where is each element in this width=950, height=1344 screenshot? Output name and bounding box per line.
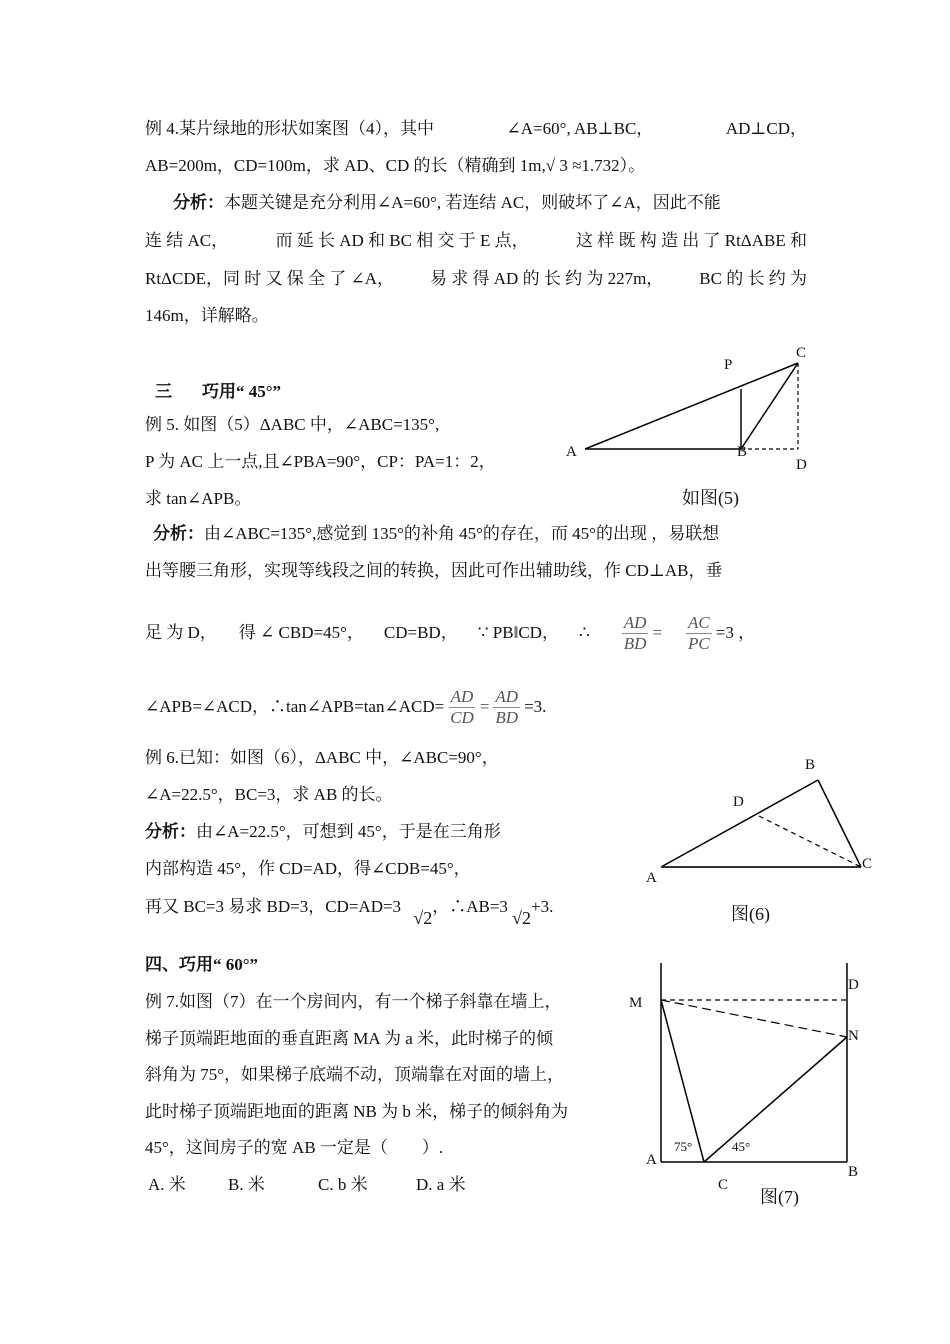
example5-line2: P 为 AC 上一点,且∠PBA=90°，CP：PA=1：2， bbox=[145, 452, 496, 471]
option-a: A. 米 bbox=[148, 1175, 186, 1194]
example4-analysis-line1 bbox=[173, 192, 721, 214]
example5-line1: 例 5. 如图（5）ΔABC 中，∠ABC=135°, bbox=[145, 415, 440, 434]
figure-5-caption: 如图(5) bbox=[682, 488, 739, 508]
section3-number: 三 bbox=[155, 382, 172, 401]
figure-6 bbox=[630, 750, 890, 880]
fig7-label-b: B bbox=[848, 1164, 859, 1180]
text: 这 样 既 构 造 出 了 RtΔABE 和 bbox=[576, 231, 807, 250]
fig6-label-c: C bbox=[862, 856, 873, 872]
example6-analysis-line3 bbox=[145, 895, 554, 928]
example5-line3: 求 tan∠APB。 bbox=[145, 489, 252, 508]
text: =3 ， bbox=[715, 623, 756, 642]
example5-analysis-line2: 出等腰三角形，实现等线段之间的转换，因此可作出辅助线，作 CD⊥AB，垂 bbox=[145, 561, 723, 580]
text: 再又 BC=3 易求 BD=3，CD=AD=3 bbox=[145, 897, 402, 916]
text: ∠APB=∠ACD，∴tan∠APB=tan∠ACD= bbox=[145, 697, 445, 716]
fig7-label-n: N bbox=[848, 1028, 859, 1044]
text: 易 求 得 AD 的 长 约 为 227m， bbox=[430, 269, 664, 288]
fraction-ad-bd: $\frac{AD}{BD}$ bbox=[623, 612, 647, 653]
text: ∵ PB‖CD， bbox=[477, 623, 559, 642]
example6-analysis-line1 bbox=[145, 821, 501, 843]
figure-6-caption: 图(6) bbox=[731, 904, 770, 924]
text: 例 4.某片绿地的形状如案图（4），其中 bbox=[145, 119, 434, 138]
text: ∴ bbox=[578, 623, 590, 642]
sqrt-2: √2 bbox=[413, 908, 433, 928]
fig5-label-b: B bbox=[737, 444, 748, 460]
example7-line4: 此时梯子顶端距地面的距离 NB 为 b 米，梯子的倾斜角为 bbox=[145, 1102, 569, 1121]
example4-line1 bbox=[145, 118, 807, 140]
fig6-label-a: A bbox=[646, 870, 657, 886]
text: RtΔCDE，同 时 又 保 全 了 ∠A， bbox=[145, 269, 395, 288]
text: CD=BD， bbox=[383, 623, 458, 642]
example6-line1: 例 6.已知：如图（6），ΔABC 中，∠ABC=90°， bbox=[145, 748, 499, 767]
example7-options bbox=[148, 1174, 466, 1196]
fig6-label-b: B bbox=[805, 757, 816, 773]
fig7-angle-45: 45° bbox=[732, 1139, 751, 1154]
text: ，∴AB=3 bbox=[432, 897, 508, 916]
analysis-label: 分析： bbox=[173, 193, 224, 212]
fraction-ad-cd: $\frac{AD}{CD}$ bbox=[450, 686, 474, 727]
text: 本题关键是充分利用∠A=60°, 若连结 AC，则破坏了∠A，因此不能 bbox=[224, 193, 721, 212]
fig6-label-d: D bbox=[733, 794, 744, 810]
fig7-label-d: D bbox=[848, 977, 859, 993]
text: 而 延 长 AD 和 BC 相 交 于 E 点， bbox=[275, 231, 529, 250]
text: AD⊥CD， bbox=[725, 119, 807, 138]
example6-analysis-line2: 内部构造 45°，作 CD=AD，得∠CDB=45°， bbox=[145, 859, 471, 878]
example7-line5: 45°，这间房子的宽 AB 一定是（ ）. bbox=[145, 1138, 444, 1157]
example6-line2: ∠A=22.5°，BC=3，求 AB 的长。 bbox=[145, 785, 393, 804]
sqrt-2: √2 bbox=[512, 908, 532, 928]
fraction-ac-pc: $\frac{AC}{PC}$ bbox=[688, 612, 710, 653]
example4-line2: AB=200m，CD=100m，求 AD、CD 的长（精确到 1m,√ 3 ≈1.732）。 bbox=[145, 156, 646, 175]
example4-analysis-line2 bbox=[145, 230, 807, 252]
option-b: B. 米 bbox=[228, 1175, 265, 1194]
text: ∠A=60°, AB⊥BC， bbox=[506, 119, 654, 138]
text: 由∠A=22.5°，可想到 45°，于是在三角形 bbox=[196, 822, 501, 841]
figure-7-caption: 图(7) bbox=[760, 1187, 799, 1207]
fig7-label-c: C bbox=[718, 1177, 729, 1193]
text: 得 ∠ CBD=45°， bbox=[238, 623, 364, 642]
text: 足 为 D， bbox=[145, 623, 217, 642]
example7-line3: 斜角为 75°，如果梯子底端不动，顶端靠在对面的墙上， bbox=[145, 1065, 565, 1084]
example7-line1: 例 7.如图（7）在一个房间内，有一个梯子斜靠在墙上， bbox=[145, 992, 562, 1011]
text: 连 结 AC， bbox=[145, 231, 229, 250]
fig5-label-p: P bbox=[724, 357, 733, 373]
fig7-label-m: M bbox=[629, 995, 643, 1011]
fig5-label-d: D bbox=[796, 457, 807, 473]
example5-analysis-line4 bbox=[145, 684, 546, 730]
fig5-label-a: A bbox=[566, 444, 577, 460]
fig5-label-c: C bbox=[796, 345, 807, 361]
text: = bbox=[652, 623, 663, 642]
fig7-label-a: A bbox=[646, 1152, 657, 1168]
section3-title: 巧用“ 45°” bbox=[202, 382, 282, 401]
option-d: D. a 米 bbox=[416, 1175, 466, 1194]
example5-analysis-line3 bbox=[145, 610, 755, 656]
analysis-label: 分析： bbox=[153, 524, 204, 543]
fig7-angle-75: 75° bbox=[674, 1139, 693, 1154]
example7-line2: 梯子顶端距地面的垂直距离 MA 为 a 米，此时梯子的倾 bbox=[145, 1029, 553, 1048]
example4-analysis-line4: 146m，详解略。 bbox=[145, 306, 269, 325]
text: =3. bbox=[524, 697, 547, 716]
text: +3. bbox=[531, 897, 554, 916]
example5-analysis-line1 bbox=[153, 523, 719, 545]
text: 由∠ABC=135°,感觉到 135°的补角 45°的存在，而 45°的出现 ，易联想 bbox=[204, 524, 720, 543]
figure-7 bbox=[620, 950, 880, 1210]
text: BC 的 长 约 为 bbox=[699, 269, 807, 288]
example4-analysis-line3 bbox=[145, 268, 807, 290]
figure-5 bbox=[560, 340, 820, 470]
text: = bbox=[479, 697, 490, 716]
option-c: C. b 米 bbox=[318, 1175, 368, 1194]
analysis-label: 分析： bbox=[145, 822, 196, 841]
section4-title: 四、巧用“ 60°” bbox=[145, 955, 259, 974]
fraction-ad-bd-2: $\frac{AD}{BD}$ bbox=[495, 686, 519, 727]
